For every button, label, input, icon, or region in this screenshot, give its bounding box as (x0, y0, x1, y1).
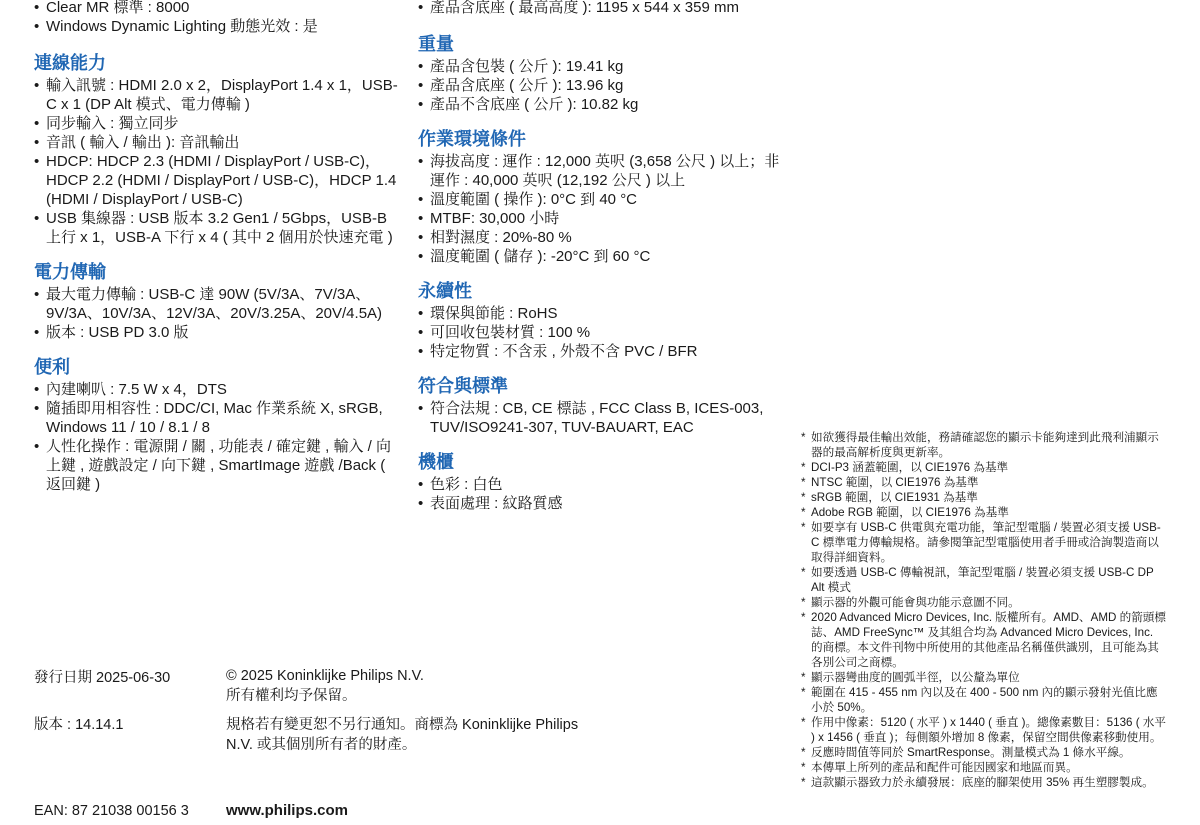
spec-item: • 產品不含底座 ( 公斤 ): 10.82 kg (418, 95, 788, 114)
spec-item: • HDCP: HDCP 2.3 (HDMI / DisplayPort / USB-C)，HDCP 2.2 (HDMI / DisplayPort / USB-C)，HDCP 1.4 (HDMI / DisplayPort / USB-C) (34, 152, 404, 209)
spec-item: • Windows Dynamic Lighting 動態光效 : 是 (34, 17, 404, 36)
spec-item: • 產品含包裝 ( 公斤 ): 19.41 kg (418, 57, 788, 76)
section-heading: 便利 (34, 357, 70, 377)
footnote: * 範圍在 415 - 455 nm 內以及在 400 - 500 nm 內的顯示發射光值比應小於 50%。 (801, 685, 1167, 715)
footnote: * sRGB 範圍，以 CIE1931 為基準 (801, 490, 1167, 505)
spec-item: • 內建喇叭 : 7.5 W x 4，DTS (34, 380, 404, 399)
spec-item: • 色彩 : 白色 (418, 475, 788, 494)
spec-item: • 產品含底座 ( 最高高度 ): 1195 x 544 x 359 mm (418, 0, 788, 17)
section-power-delivery (34, 261, 404, 342)
issue-date: 發行日期 2025-06-30 (34, 670, 171, 686)
spec-item: • 音訊 ( 輸入 / 輸出 ): 音訊輸出 (34, 133, 404, 152)
footnote: * 這款顯示器致力於永續發展：底座的腳架使用 35% 再生塑膠製成。 (801, 775, 1167, 790)
ean-code: EAN: 87 21038 00156 3 (34, 803, 189, 819)
section-heading: 連線能力 (34, 53, 106, 73)
copyright-line: 所有權利均予保留。 (226, 688, 357, 704)
spec-item: • 相對濕度 : 20%-80 % (418, 228, 788, 247)
footnote: * 顯示器的外觀可能會與功能示意圖不同。 (801, 595, 1167, 610)
section-compliance (418, 375, 788, 437)
footnote: * 如欲獲得最佳輸出效能，務請確認您的顯示卡能夠達到此飛利浦顯示器的最高解析度與更新率。 (801, 430, 1167, 460)
footnote: * NTSC 範圍，以 CIE1976 為基準 (801, 475, 1167, 490)
spec-item: • Clear MR 標準 : 8000 (34, 0, 404, 17)
spec-item: • 特定物質 : 不含汞 , 外殼不含 PVC / BFR (418, 342, 788, 361)
section-heading: 符合與標準 (418, 376, 508, 396)
spec-item: • 人性化操作 : 電源開 / 關 , 功能表 / 確定鍵 , 輸入 / 向上鍵 , 遊戲設定 / 向下鍵 , SmartImage 遊戲 /Back ( 返回鍵 ) (34, 437, 404, 494)
footnote: * 如要透過 USB-C 傳輸視訊，筆記型電腦 / 裝置必須支援 USB-C DP Alt 模式 (801, 565, 1167, 595)
spec-item: • USB 集線器 : USB 版本 3.2 Gen1 / 5Gbps，USB-B 上行 x 1，USB-A 下行 x 4 ( 其中 2 個用於快速充電 ) (34, 209, 404, 247)
spec-item: • 可回收包裝材質 : 100 % (418, 323, 788, 342)
website-link[interactable]: www.philips.com (226, 802, 348, 819)
footnote: * DCI-P3 涵蓋範圍，以 CIE1976 為基準 (801, 460, 1167, 475)
spec-item: • 溫度範圍 ( 儲存 ): -20°C 到 60 °C (418, 247, 788, 266)
footnote: * 本傳單上所列的產品和配件可能因國家和地區而異。 (801, 760, 1167, 775)
spec-item: • 最大電力傳輸 : USB-C 達 90W (5V/3A、7V/3A、9V/3A、10V/3A、12V/3A、20V/3.25A、20V/4.5A) (34, 285, 404, 323)
spec-item: • 符合法規 : CB, CE 標誌 , FCC Class B, ICES-003, TUV/ISO9241-307, TUV-BAUART, EAC (418, 399, 788, 437)
spec-column-middle (418, 0, 788, 527)
section-heading: 永續性 (418, 281, 472, 301)
spec-item: • 表面處理 : 紋路質感 (418, 494, 788, 513)
spec-item: • 溫度範圍 ( 操作 ): 0°C 到 40 °C (418, 190, 788, 209)
footnote: * Adobe RGB 範圍，以 CIE1976 為基準 (801, 505, 1167, 520)
section-operating-conditions (418, 128, 788, 266)
footnote: * 如要享有 USB-C 供電與充電功能，筆記型電腦 / 裝置必須支援 USB-C 標準電力傳輸規格。請參閱筆記型電腦使用者手冊或洽詢製造商以取得詳細資料。 (801, 520, 1167, 565)
footnote: * 2020 Advanced Micro Devices, Inc. 版權所有。AMD、AMD 的箭頭標誌、AMD FreeSync™ 及其組合均為 Advanced Micro Devices, Inc. 的商標。本文件刊物中所使用的其他產品名稱僅供識別，且可能為其各別公司之商標。 (801, 610, 1167, 670)
section-connectivity (34, 52, 404, 247)
top-items-middle (418, 0, 788, 17)
spec-item: • 環保與節能 : RoHS (418, 304, 788, 323)
section-weight (418, 33, 788, 114)
spec-column-left (34, 0, 404, 508)
section-convenience (34, 356, 404, 494)
copyright-line: © 2025 Koninklijke Philips N.V. (226, 668, 424, 684)
section-heading: 作業環境條件 (418, 129, 526, 149)
copyright (226, 666, 606, 706)
section-sustainability (418, 280, 788, 361)
spec-item: • 隨插即用相容性 : DDC/CI, Mac 作業系統 X, sRGB, Windows 11 / 10 / 8.1 / 8 (34, 399, 404, 437)
footnote: * 顯示器彎曲度的圓弧半徑，以公釐為單位 (801, 670, 1167, 685)
spec-item: • 產品含底座 ( 公斤 ): 13.96 kg (418, 76, 788, 95)
footnotes (801, 430, 1167, 790)
footnote: * 作用中像素：5120 ( 水平 ) x 1440 ( 垂直 )。總像素數目：5136 ( 水平 ) x 1456 ( 垂直 )；每側額外增加 8 像素，保留空間供像素移動使用。 (801, 715, 1167, 745)
top-items-left (34, 0, 404, 36)
trademark-notice: 規格若有變更恕不另行通知。商標為 Koninklijke Philips N.V. 或其個別所有者的財產。 (226, 717, 579, 753)
section-cabinet (418, 451, 788, 513)
version: 版本 : 14.14.1 (34, 717, 124, 733)
section-heading: 電力傳輸 (34, 262, 106, 282)
spec-item: • 海拔高度 : 運作 : 12,000 英呎 (3,658 公尺 ) 以上；非運作 : 40,000 英呎 (12,192 公尺 ) 以上 (418, 152, 788, 190)
spec-item: • 版本 : USB PD 3.0 版 (34, 323, 404, 342)
section-heading: 機櫃 (418, 452, 454, 472)
spec-item: • MTBF: 30,000 小時 (418, 209, 788, 228)
section-heading: 重量 (418, 34, 454, 54)
spec-item: • 輸入訊號 : HDMI 2.0 x 2，DisplayPort 1.4 x 1，USB-C x 1 (DP Alt 模式、電力傳輸 ) (34, 76, 404, 114)
spec-item: • 同步輸入 : 獨立同步 (34, 114, 404, 133)
footnote: * 反應時間值等同於 SmartResponse。測量模式為 1 條水平線。 (801, 745, 1167, 760)
